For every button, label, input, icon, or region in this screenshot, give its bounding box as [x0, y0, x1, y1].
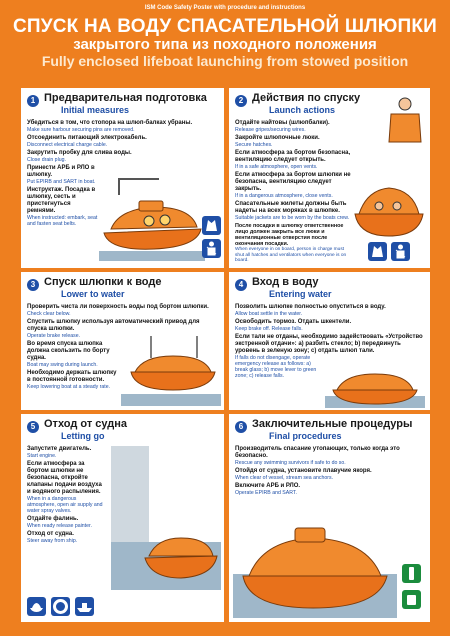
lifeboat-interior-illustration	[353, 174, 425, 240]
header-top-line: ISM Code Safety Poster with procedure and instructions	[144, 5, 306, 11]
instruction-en: Steer away from ship.	[27, 538, 78, 544]
instruction-ru: Отдайте фалинь.	[27, 516, 79, 522]
instruction-en: Release gripes/securing wires.	[235, 127, 306, 133]
instruction-ru: Отсоединить питающий электрокабель.	[27, 135, 147, 141]
instruction-ru: Если тали не отданы, необходимо задействовать «Устройство экстренной отдачи»: а) разбить стекло; b) передвинуть уровень в зеленую зону; c) отдать шлюп тали.	[235, 334, 423, 354]
step-number: 1	[27, 95, 39, 107]
instruction-ru: Отдайте найтовы (шлюпбалки).	[235, 120, 330, 126]
instruction-en: When instructed: embark, seat and fasten seat belts.	[27, 215, 98, 227]
instruction-en: Disconnect electrical charge cable.	[27, 142, 108, 148]
seatbelt-icon	[391, 242, 410, 261]
panel-text	[235, 446, 425, 498]
boat-in-water-illustration	[325, 366, 425, 408]
instruction-ru: Освободить тормоз. Отдать шкентели.	[235, 319, 352, 325]
instruction-ru: Закройте шлюпочные люки.	[235, 135, 320, 141]
instruction-en: If falls do not disengage, operate emergency release as follows: a) break glass; b) move lever to green zone; c) release falls.	[235, 355, 317, 379]
panel-title-ru: Предварительная подготовка	[44, 92, 207, 104]
instruction-en: Put EPIRB and SART in boat.	[27, 179, 96, 185]
panel-title-en: Entering water	[269, 289, 332, 299]
panel-launch-actions	[229, 88, 430, 268]
instruction-ru: Необходимо держать шлюпку в постоянной готовности.	[27, 370, 117, 383]
instruction-en: If in a safe atmosphere, open vents.	[235, 164, 318, 170]
instruction-ru: Спасательные жилеты должны быть надеты на всех моряках в шлюпке.	[235, 201, 347, 214]
instruction-en: Close drain plug.	[27, 157, 66, 163]
seatbelt-icon	[202, 239, 221, 258]
instruction-ru: Проверить чиста ли поверхность воды под бортом шлюпки.	[27, 304, 209, 310]
panel-header	[27, 276, 220, 302]
instruction-en: Start engine.	[27, 453, 57, 459]
instruction-ru: Во время спуска шлюпка должна скользить по борту судна.	[27, 341, 110, 361]
instruction-ru: Позволить шлюпке полностью опуститься в воду.	[235, 304, 386, 310]
panel-title-ru: Действия по спуску	[252, 92, 361, 104]
instruction-en: Suitable jackets are to be worn by the boats crew.	[235, 215, 350, 221]
lifejacket-icon	[368, 242, 387, 261]
instruction-en: Operate EPIRB and SART.	[235, 490, 297, 496]
epirb-icon	[402, 564, 421, 583]
lifeboat-on-davit-illustration	[99, 173, 205, 261]
panel-header	[235, 418, 426, 444]
instruction-en: When ready release painter.	[27, 523, 92, 529]
panel-title-en: Letting go	[61, 431, 105, 441]
panel-lower-to-water	[21, 272, 224, 410]
instruction-ru: Если атмосфера за бортом безопасна, вентиляцию следует открыть.	[235, 150, 351, 163]
panel-text	[235, 120, 353, 266]
lifeboat-icon	[27, 597, 46, 616]
instruction-ru: Запустите двигатель.	[27, 446, 92, 452]
panel-letting-go	[21, 414, 224, 622]
poster-title: СПУСК НА ВОДУ СПАСАТЕЛЬНОЙ ШЛЮПКИ	[12, 16, 438, 37]
instruction-ru: Отход от судна.	[27, 531, 74, 537]
panel-header	[235, 276, 426, 302]
panel-header	[27, 92, 220, 118]
poster-subtitle: закрытого типа из походного положения	[73, 36, 377, 53]
instruction-en: Keep lowering boat at a steady rate.	[27, 384, 111, 390]
step-number: 5	[27, 421, 39, 433]
instruction-ru: Инструктаж. Посадка в шлюпку, сесть и пристегнуться ремнями.	[27, 187, 96, 214]
crew-lifejacket-illustration	[385, 94, 425, 144]
panel-text	[27, 446, 103, 546]
life-ring-icon	[51, 597, 70, 616]
panel-title-en: Final procedures	[269, 431, 342, 441]
lowering-lifeboat-illustration	[121, 336, 221, 406]
sart-icon	[402, 590, 421, 609]
boat-away-from-ship-illustration	[111, 446, 221, 590]
step-number: 4	[235, 279, 247, 291]
instruction-ru: Принести АРБ и РЛО в шлюпку.	[27, 165, 95, 178]
poster-header	[0, 0, 450, 84]
instruction-en: Secure hatches.	[235, 142, 273, 148]
instruction-en: If in a dangerous atmosphere, close vents.	[235, 193, 333, 199]
instruction-ru: Убедиться в том, что стопора на шлюп-балках убраны.	[27, 120, 193, 126]
instruction-ru: Включите АРБ и РЛО.	[235, 483, 301, 489]
instruction-ru: Спустить шлюпку используя автоматический привод для спуска шлюпки.	[27, 319, 200, 332]
step-number: 6	[235, 421, 247, 433]
panel-title-ru: Спуск шлюпки к воде	[44, 276, 162, 288]
panel-header	[27, 418, 220, 444]
instruction-en: Keep brake off. Release falls.	[235, 326, 303, 332]
survival-boat-illustration	[233, 512, 397, 618]
panel-title-ru: Отход от судна	[44, 418, 127, 430]
instruction-en: Boat may swing during launch.	[27, 362, 98, 368]
panel-title-en: Launch actions	[269, 105, 336, 115]
panel-title-en: Initial measures	[61, 105, 130, 115]
instruction-en: Check clear below.	[27, 311, 71, 317]
instruction-en: Rescue any swimming survivors if safe to do so.	[235, 460, 346, 466]
instruction-en: When everyone in on board, person in charge must shut all hatches and ventilators when everyone is on board.	[235, 247, 347, 263]
instruction-en: Make sure harbour securing pins are removed.	[27, 127, 135, 133]
panel-title-ru: Заключительные процедуры	[252, 418, 413, 430]
step-number: 2	[235, 95, 247, 107]
lifejacket-icon	[202, 216, 221, 235]
instruction-en: When in a dangerous atmosphere, open air supply and water spray valves.	[27, 496, 103, 514]
panel-final-procedures	[229, 414, 430, 622]
instruction-ru: Производитель спасание утопающих, только когда это безопасно.	[235, 446, 400, 459]
instruction-ru: После посадки в шлюпку ответственное лицо должен закрыть все люки и вентиляционные отверстия после окончания посадки.	[235, 223, 344, 247]
poster-title-english: Fully enclosed lifeboat launching from stowed position	[41, 53, 409, 69]
panel-initial-measures	[21, 88, 224, 268]
instruction-ru: Отойдя от судна, установите плавучие якоря.	[235, 468, 372, 474]
instruction-en: Operate brake release.	[27, 333, 81, 339]
panel-entering-water	[229, 272, 430, 410]
instruction-en: Allow boat settle in the water.	[235, 311, 303, 317]
panel-title-en: Lower to water	[61, 289, 125, 299]
step-number: 3	[27, 279, 39, 291]
panel-title-ru: Вход в воду	[252, 276, 319, 288]
instruction-ru: Закрутить пробку для слива воды.	[27, 150, 132, 156]
ship-icon	[75, 597, 94, 616]
instruction-ru: Если атмосфера за бортом шлюпки не безопасна, вентиляцию следует закрыть.	[235, 172, 351, 192]
instruction-en: When clear of vessel, stream sea anchors.	[235, 475, 334, 481]
instruction-ru: Если атмосфера за бортом шлюпки не безопасна, откройте клапаны подачи воздуха и водяного распыления.	[27, 461, 102, 495]
